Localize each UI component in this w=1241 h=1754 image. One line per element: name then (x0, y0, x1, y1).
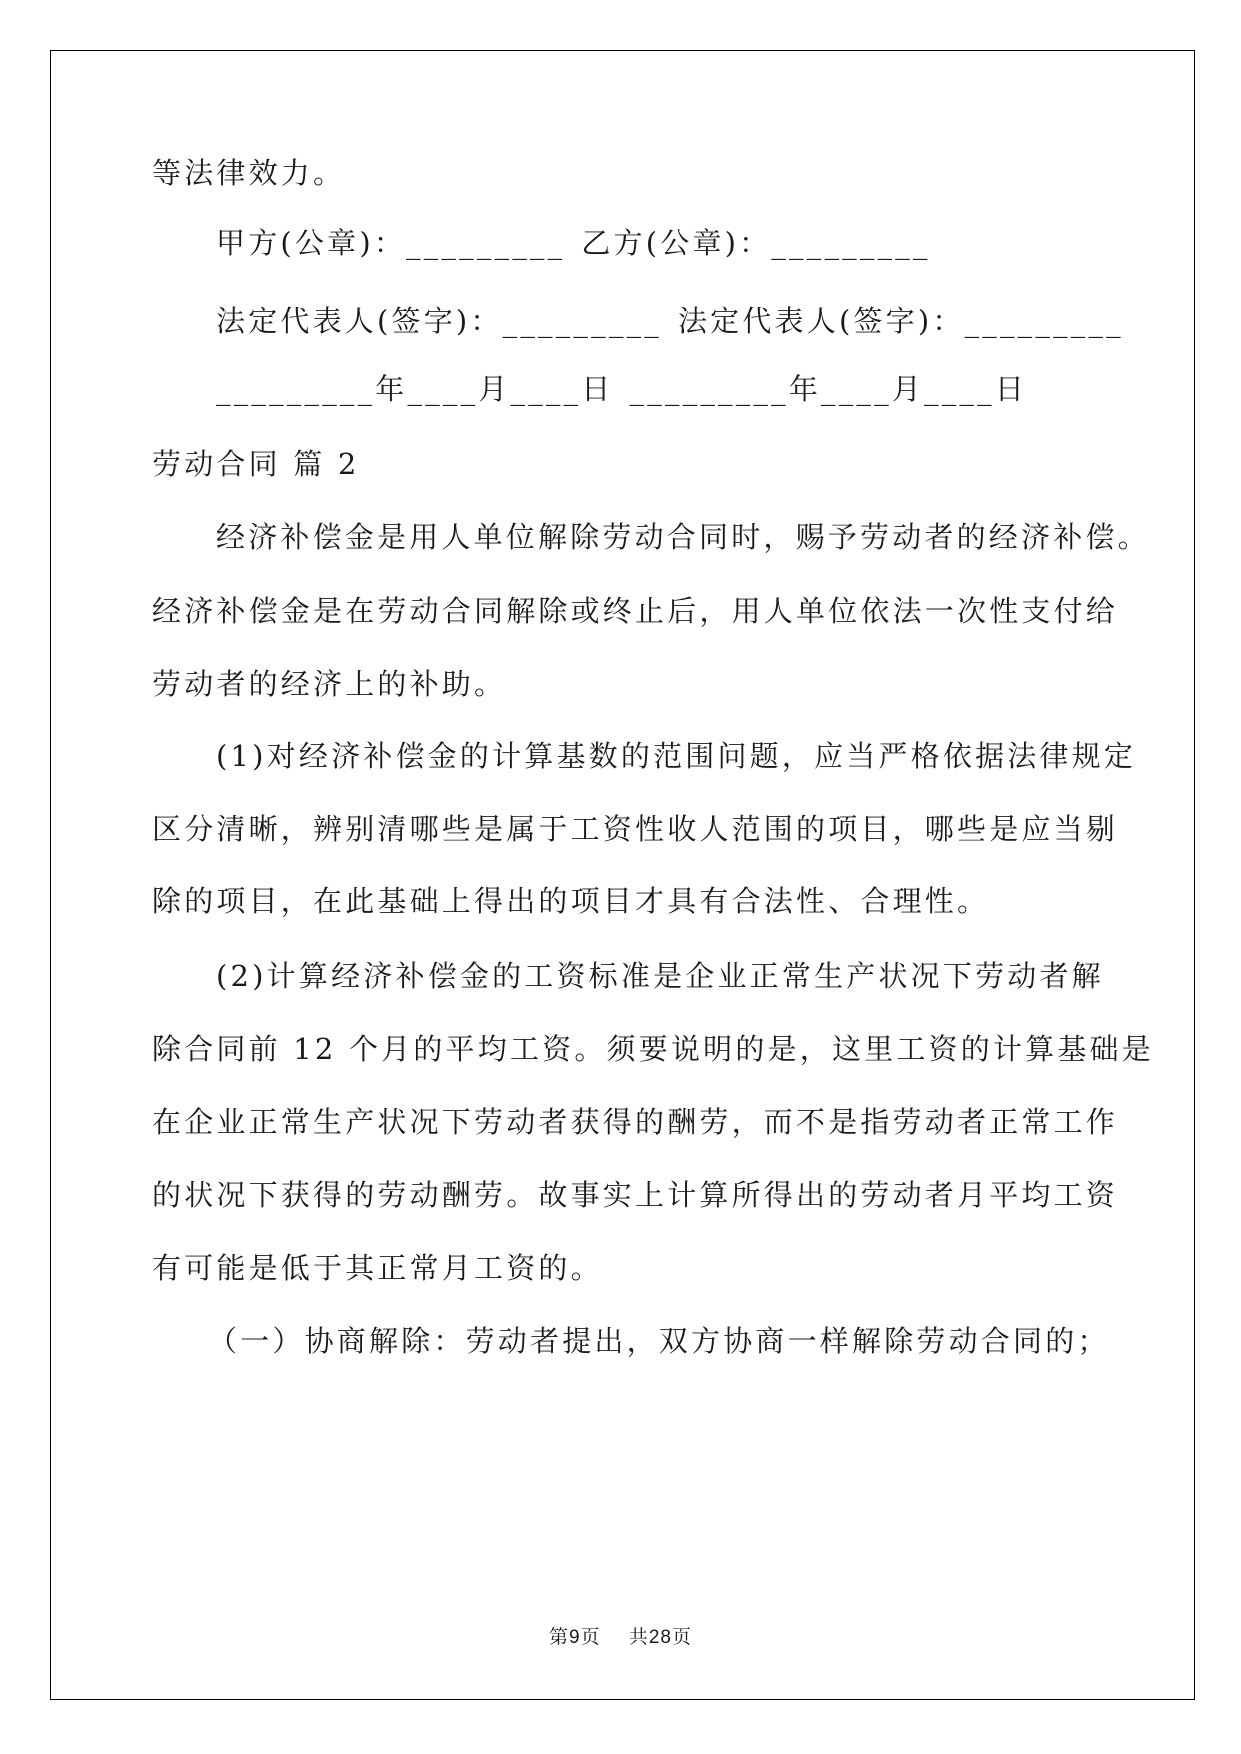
total-pages: 28 (648, 1627, 672, 1648)
party-b-seal: 乙方(公章)：_________ (581, 226, 931, 260)
page-prefix: 第 (549, 1626, 570, 1648)
total-prefix: 共 (628, 1626, 649, 1648)
party-b-representative: 法定代表人(签字)：_________ (677, 304, 1124, 338)
paragraph-line: 经济补偿金是用人单位解除劳动合同时，赐予劳动者的经济补偿。 (216, 520, 1150, 554)
party-b-date: _________年____月____日 (629, 372, 1028, 406)
paragraph-line: (1)对经济补偿金的计算基数的范围问题，应当严格依据法律规定 (216, 739, 1137, 773)
page-border (50, 50, 1195, 1700)
paragraph-line: （一）协商解除：劳动者提出，双方协商一样解除劳动合同的； (208, 1324, 1110, 1358)
page-suffix: 页 (580, 1626, 601, 1648)
paragraph-line: 的状况下获得的劳动酬劳。故事实上计算所得出的劳动者月平均工资 (152, 1178, 1119, 1212)
page-footer (0, 1622, 1241, 1649)
paragraph-line: 除的项目，在此基础上得出的项目才具有合法性、合理性。 (152, 884, 990, 918)
paragraph-line: 区分清晰，辨别清哪些是属于工资性收人范围的项目，哪些是应当剔 (152, 812, 1119, 846)
paragraph-line: 除合同前 12 个月的平均工资。须要说明的是，这里工资的计算基础是 (152, 1032, 1154, 1066)
total-suffix: 页 (671, 1626, 692, 1648)
party-a-seal: 甲方(公章)：_________ (216, 226, 566, 260)
section-heading: 劳动合同 篇 2 (152, 447, 360, 481)
signature-line-party (216, 225, 931, 261)
paragraph-line: 有可能是低于其正常月工资的。 (152, 1251, 603, 1285)
party-a-representative: 法定代表人(签字)：_________ (216, 304, 662, 338)
paragraph-line: 劳动者的经济上的补助。 (152, 667, 507, 701)
text-line: 等法律效力。 (152, 156, 346, 190)
paragraph-line: 经济补偿金是在劳动合同解除或终止后，用人单位依法一次性支付给 (152, 594, 1119, 628)
paragraph-line: (2)计算经济补偿金的工资标准是企业正常生产状况下劳动者解 (216, 959, 1104, 993)
party-a-date: _________年____月____日 (216, 372, 614, 406)
page-number: 9 (569, 1627, 581, 1648)
signature-line-date (216, 371, 1027, 407)
signature-line-representative (216, 303, 1124, 339)
paragraph-line: 在企业正常生产状况下劳动者获得的酬劳，而不是指劳动者正常工作 (152, 1105, 1119, 1139)
